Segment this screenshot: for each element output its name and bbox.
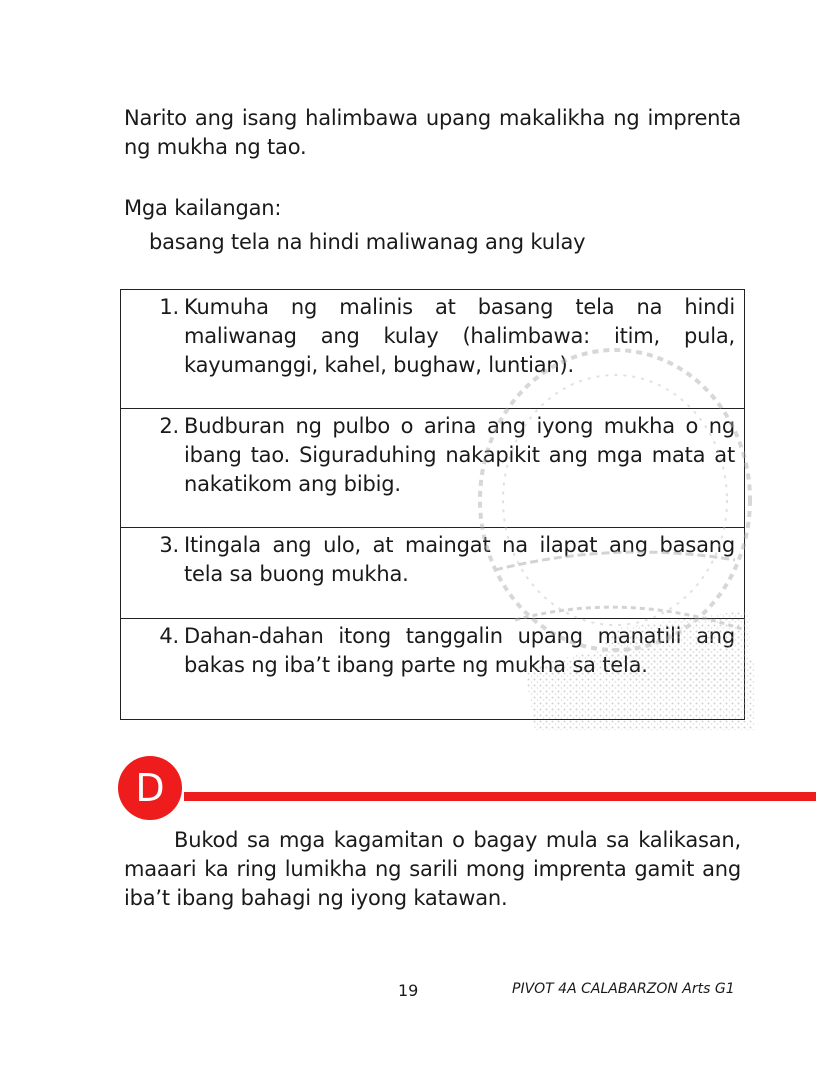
step-number: 2. bbox=[159, 414, 179, 438]
step-cell bbox=[121, 528, 745, 619]
step-number: 3. bbox=[159, 533, 179, 557]
steps-table bbox=[120, 289, 745, 720]
page-number: 19 bbox=[398, 981, 419, 1000]
step-text: Dahan-dahan itong tanggalin upang manatili ang bakas ng iba’t ibang parte ng mukha sa tela. bbox=[184, 624, 735, 677]
step-text: Itingala ang ulo, at maingat na ilapat ang basang tela sa buong mukha. bbox=[184, 533, 735, 586]
step-text: Kumuha ng malinis at basang tela na hindi maliwanag ang kulay (halimbawa: itim, pula, kayumanggi, kahel, bughaw, luntian). bbox=[184, 295, 735, 377]
step-text: Budburan ng pulbo o arina ang iyong mukha o ng ibang tao. Siguraduhing nakapikit ang mga mata at nakatikom ang bibig. bbox=[184, 414, 735, 496]
step-cell bbox=[121, 290, 745, 409]
materials-item: basang tela na hindi maliwanag ang kulay bbox=[149, 230, 586, 254]
section-letter-badge: D bbox=[118, 756, 182, 820]
step-row bbox=[121, 619, 745, 720]
step-number: 1. bbox=[159, 295, 179, 319]
step-row bbox=[121, 290, 745, 409]
step-row bbox=[121, 528, 745, 619]
step-number: 4. bbox=[159, 624, 179, 648]
step-row bbox=[121, 409, 745, 528]
materials-label: Mga kailangan: bbox=[124, 196, 282, 220]
intro-paragraph: Narito ang isang halimbawa upang makalikha ng imprenta ng mukha ng tao. bbox=[124, 106, 741, 159]
step-cell bbox=[121, 409, 745, 528]
section-divider-bar bbox=[184, 792, 816, 801]
footer-title: PIVOT 4A CALABARZON Arts G1 bbox=[512, 981, 735, 997]
closing-paragraph: Bukod sa mga kagamitan o bagay mula sa kalikasan, maaari ka ring lumikha ng sarili mong imprenta gamit ang iba’t ibang bahagi ng iyong katawan. bbox=[124, 828, 741, 910]
section-d-header bbox=[118, 756, 708, 810]
step-cell bbox=[121, 619, 745, 720]
